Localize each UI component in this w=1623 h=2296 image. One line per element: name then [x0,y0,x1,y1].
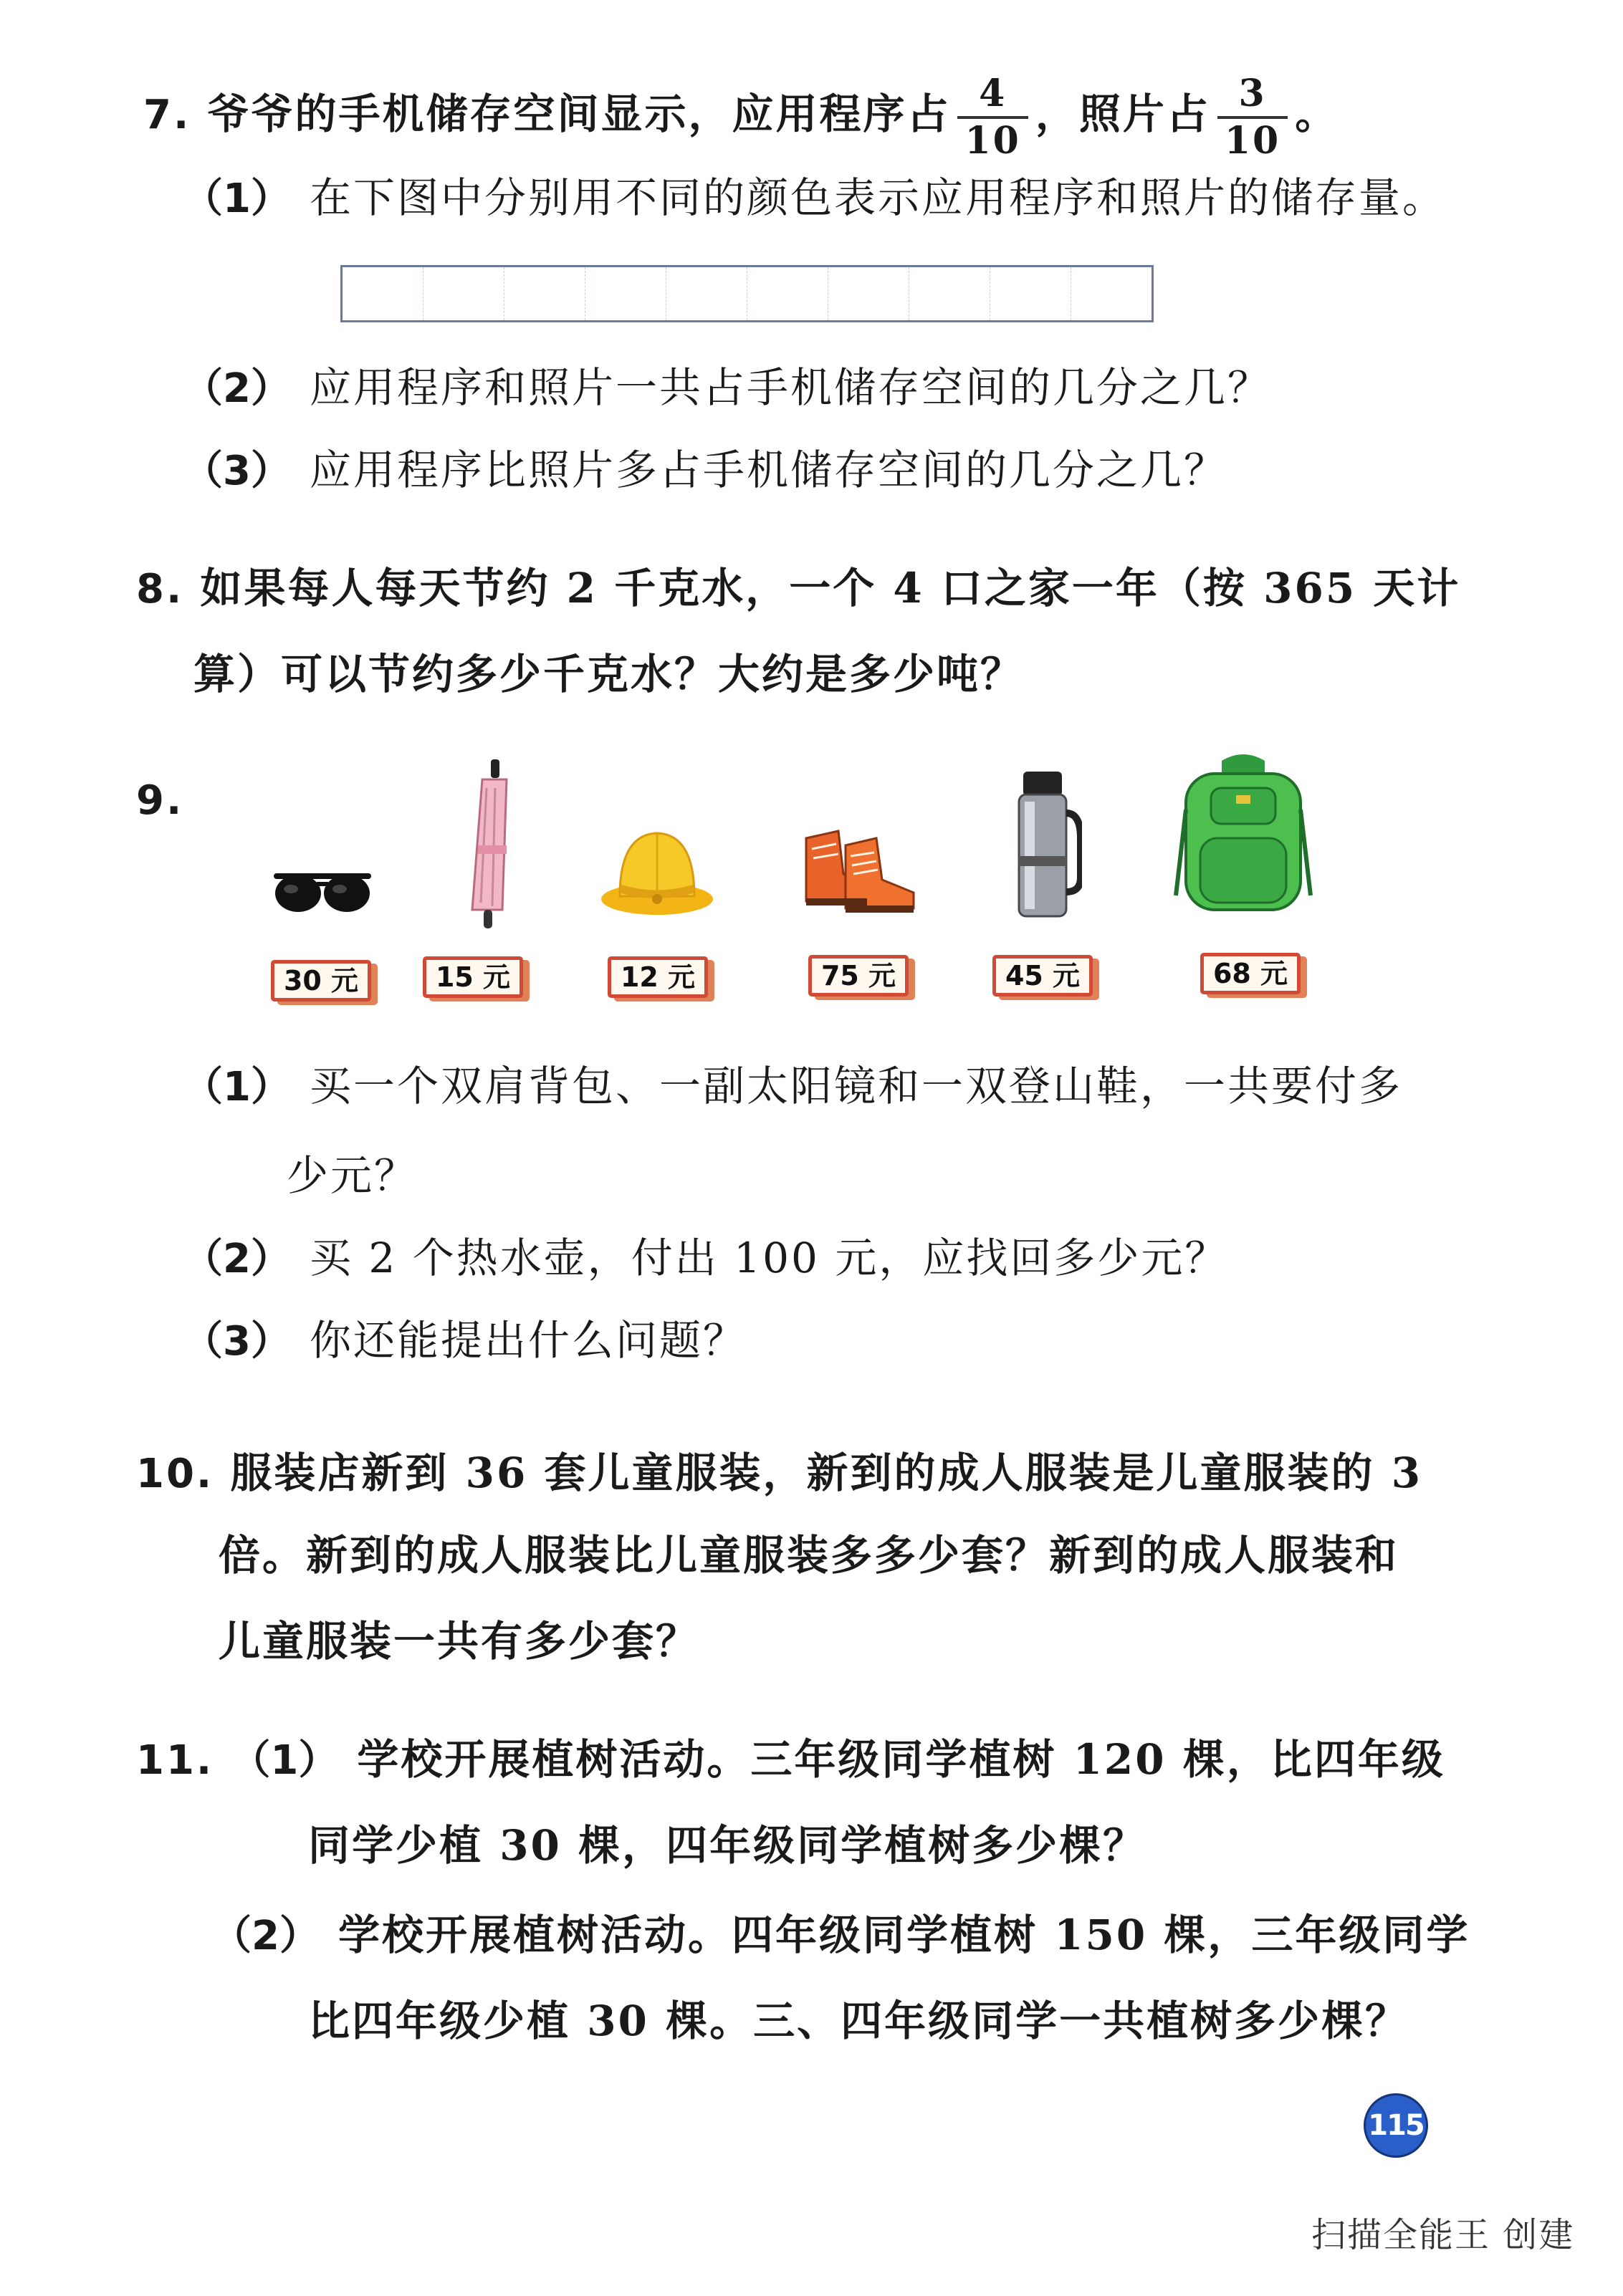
umbrella-icon [455,759,520,931]
q7-stem-part-a: 爷爷的手机储存空间显示，应用程序占 [207,90,951,138]
price-tag: 75 元 [808,955,909,996]
storage-bar-cell[interactable] [504,267,585,320]
q11-sub2 [211,1909,1470,1962]
q7-fraction-apps [957,72,1028,163]
q7-fraction-photos-numerator: 3 [1238,72,1267,115]
q7-stem-part-b: ，照片占 [1035,90,1210,138]
q11-sub2-text-line1: 学校开展植树活动。四年级同学植树 150 棵，三年级同学 [337,1911,1470,1959]
storage-bar-cell[interactable] [585,267,666,320]
price-tag: 68 元 [1200,953,1301,994]
q7-sub1 [183,172,1446,225]
q9-sub3-label: （3） [183,1318,291,1365]
storage-bar-cell[interactable] [343,267,423,320]
storage-bar-cell[interactable] [747,267,828,320]
storage-bar-cell[interactable] [828,267,909,320]
q7-sub2 [183,362,1271,415]
q10-text-line2: 倍。新到的成人服装比儿童服装多多少套？新到的成人服装和 [219,1531,1399,1580]
q8-line1 [136,562,1460,615]
q11-sub1-cont [308,1820,1146,1871]
q9-number: 9. [136,777,184,824]
price-tag: 30 元 [271,960,371,1002]
scanner-watermark: 扫描全能王 创建 [1311,2215,1575,2255]
q9-sub1-text-line2: 少元？ [287,1151,418,1200]
page-number-badge: 115 [1364,2093,1428,2158]
q11-number: 11. [136,1737,214,1784]
q9-sub3 [183,1315,747,1368]
q11-sub2-label: （2） [211,1913,320,1959]
q10-text-line1: 服装店新到 36 套儿童服装，新到的成人服装是儿童服装的 3 [230,1449,1423,1497]
q7-sub2-label: （2） [183,365,291,412]
q11-sub1-text-line2: 同学少植 30 棵，四年级同学植树多少棵？ [308,1821,1147,1870]
q7-number: 7. [143,92,191,138]
q7-sub1-text: 在下图中分别用不同的颜色表示应用程序和照片的储存量。 [309,173,1446,222]
q11-sub1-text-line1: 学校开展植树活动。三年级同学植树 120 棵，比四年级 [357,1735,1445,1784]
storage-bar-cell[interactable] [423,267,504,320]
price-tag: 12 元 [608,956,708,998]
sun-hat-icon [598,827,717,921]
q8-line2 [193,648,1024,700]
q7-stem-end: 。 [1295,90,1339,138]
backpack-icon [1172,752,1315,917]
q11-sub2-text-line2: 比四年级少植 30 棵。三、四年级同学一共植树多少棵？ [308,1997,1409,2045]
q11-sub2-cont [308,1995,1409,2047]
q9-sub2-text: 买 2 个热水壶，付出 100 元，应找回多少元？ [309,1234,1229,1282]
q9-sub1-text-line1: 买一个双肩背包、一副太阳镜和一双登山鞋，一共要付多 [309,1062,1402,1110]
q9-sub2-label: （2） [183,1236,291,1282]
q8-text-line1: 如果每人每天节约 2 千克水，一个 4 口之家一年（按 365 天计 [200,564,1461,613]
storage-bar[interactable] [340,265,1154,322]
thermos-icon [1003,770,1082,921]
sunglasses-icon [272,870,373,921]
q7-sub3-label: （3） [183,448,291,494]
q10-line2 [219,1529,1399,1581]
price-tag: 15 元 [423,956,523,998]
q7-sub3-text: 应用程序比照片多占手机储存空间的几分之几？ [309,446,1227,494]
q9-sub1-cont [287,1150,418,1201]
q7-sub3 [183,444,1227,497]
q7-stem [143,72,1339,163]
q9-sub2 [183,1232,1228,1285]
q7-fraction-apps-denominator: 10 [957,116,1028,163]
storage-bar-cell[interactable] [666,267,747,320]
q9-sub3-text: 你还能提出什么问题？ [309,1316,747,1365]
storage-bar-cell[interactable] [990,267,1071,320]
q8-text-line2: 算）可以节约多少千克水？大约是多少吨？ [193,650,1025,698]
q10-text-line3: 儿童服装一共有多少套？ [219,1617,700,1666]
storage-bar-cell[interactable] [909,267,990,320]
hiking-boots-icon [799,824,917,917]
q11-sub1 [136,1734,1445,1787]
storage-bar-cell[interactable] [1071,267,1152,320]
q11-sub1-label: （1） [230,1737,339,1784]
q7-sub2-text: 应用程序和照片一共占手机储存空间的几分之几？ [309,363,1271,412]
q9-sub1 [183,1060,1402,1113]
q9-sub1-label: （1） [183,1064,291,1110]
q7-fraction-photos [1217,72,1288,163]
q7-sub1-label: （1） [183,176,291,222]
q9-line [136,774,183,827]
q7-fraction-apps-numerator: 4 [979,72,1007,115]
price-tag: 45 元 [992,955,1093,996]
q10-number: 10. [136,1451,214,1497]
q8-number: 8. [136,566,184,613]
q7-fraction-photos-denominator: 10 [1217,116,1288,163]
q10-line1 [136,1447,1422,1500]
q10-line3 [219,1615,699,1667]
